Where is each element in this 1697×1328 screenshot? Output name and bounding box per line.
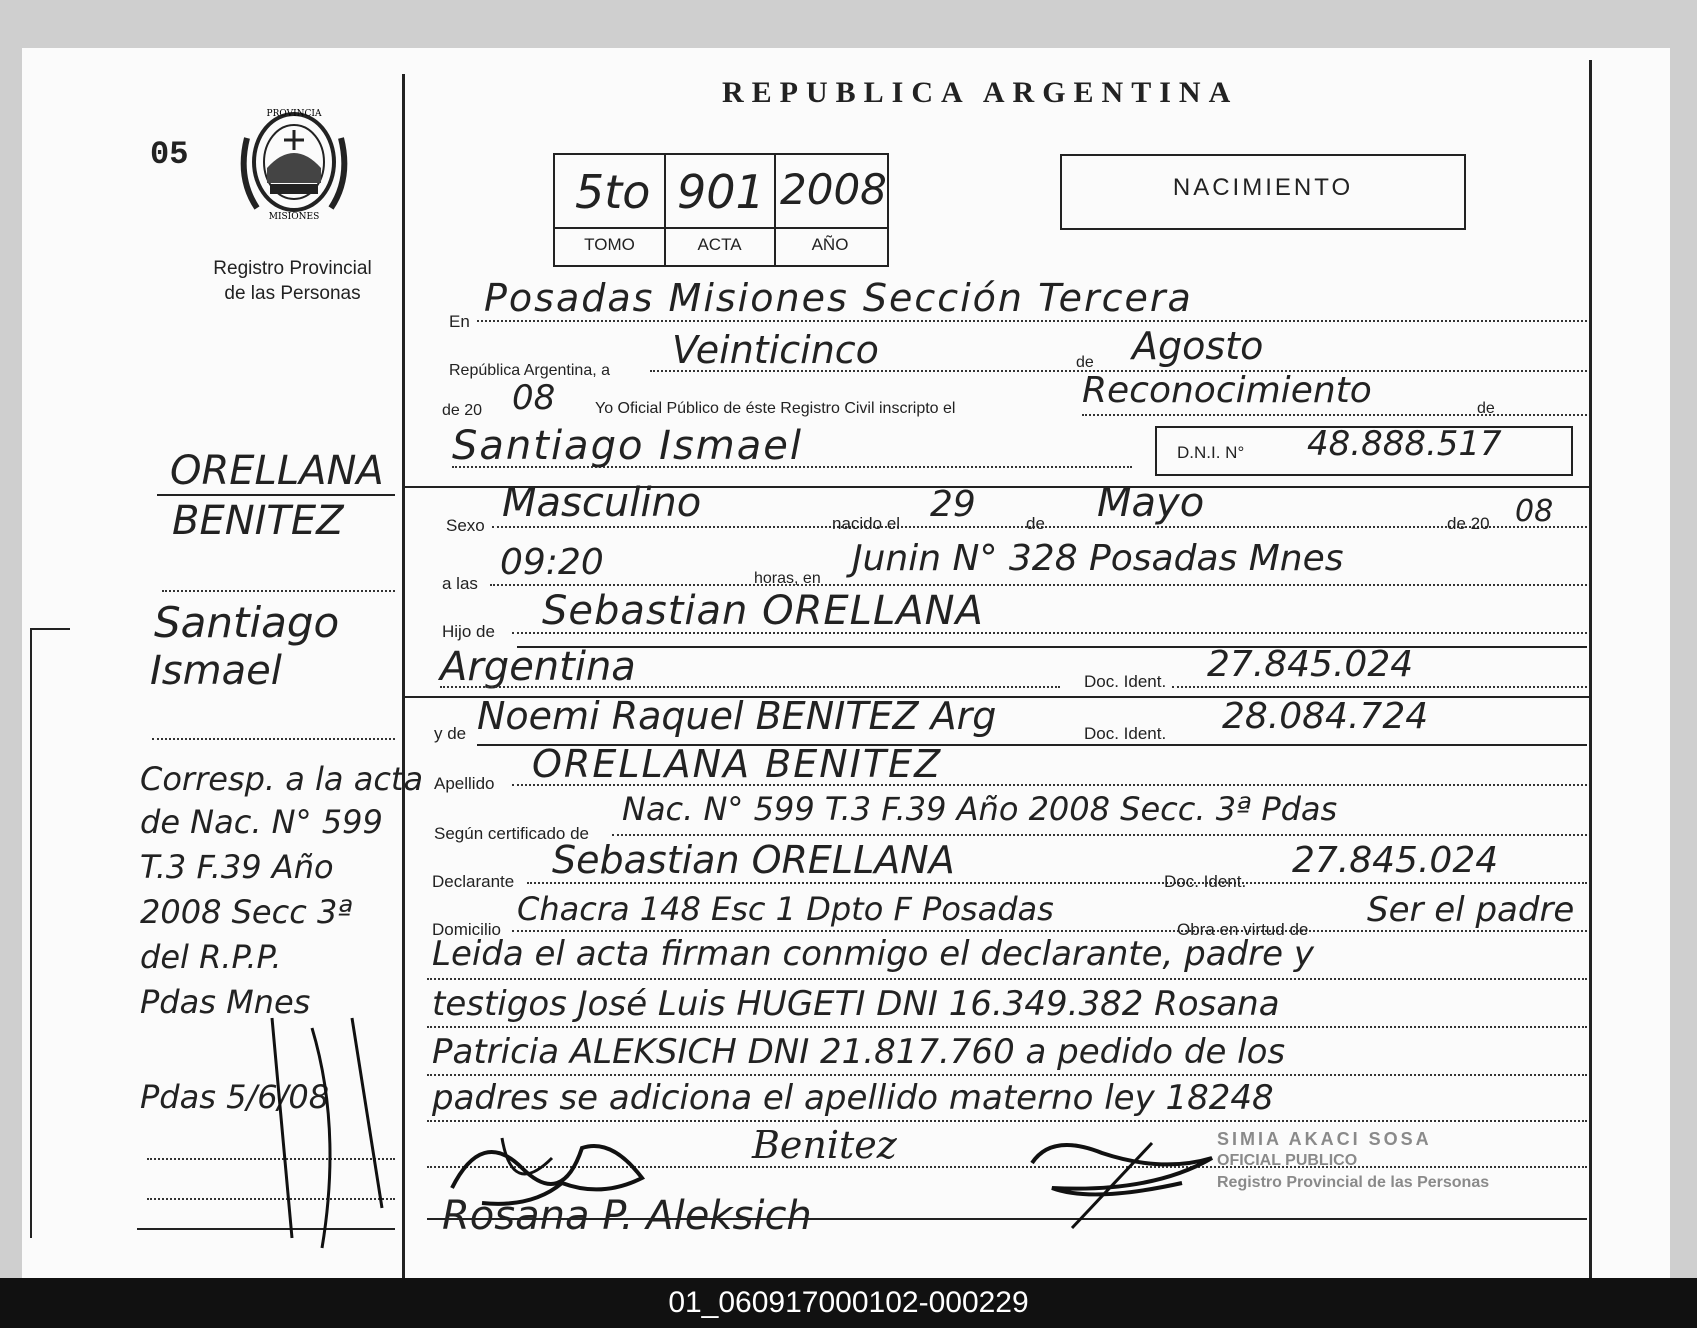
tomo-value: 5to [575,165,651,219]
cert-label: Según certificado de [434,824,589,843]
de-label: de [1076,354,1094,371]
domicilio-line [512,930,1587,932]
free-text-3: Patricia ALEKSICH DNI 21.817.760 a pedido de los [432,1032,1286,1072]
free-line [427,1074,1587,1076]
domicilio-label: Domicilio [432,920,501,939]
back-page-top [30,628,70,630]
time-value: 09:20 [500,542,604,583]
margin-note-5: del R.P.P. [140,938,282,976]
official-stamp [1217,1128,1489,1194]
margin-rule [157,494,395,496]
seal-text-top: PROVINCIA [266,109,322,119]
father-nat-line [440,686,1060,688]
margin-note-4: 2008 Secc 3ª [140,893,353,931]
father-doc-value: 27.845.024 [1207,644,1414,685]
declarante-doc-label: Doc. Ident. [1164,872,1247,891]
seal-text-bottom: MISIONES [268,212,320,222]
obra-value: Ser el padre [1367,890,1575,930]
oficial-label: Yo Oficial Público de éste Registro Civil inscripto el [595,400,956,417]
father-doc-label: Doc. Ident. [1084,672,1167,691]
main-right-border [1589,60,1592,1278]
main-left-border [402,74,405,1278]
margin-note-3: T.3 F.39 Año [140,848,334,886]
en-line [477,320,1587,322]
page-title: REPUBLICA ARGENTINA [722,76,1239,109]
stamp-line-2: OFICIAL PUBLICO [1217,1152,1358,1169]
margin-note-6: Pdas Mnes [140,983,311,1021]
place-value: Junin N° 328 Posadas Mnes [852,538,1344,579]
record-type-label: NACIMIENTO [1172,174,1354,201]
free-line [427,1026,1587,1028]
mother-value: Noemi Raquel BENITEZ Arg [477,694,997,738]
birth-day: 29 [930,484,976,525]
back-page-edge [30,628,32,1238]
stamp-line-1: SIMIA AKACI SOSA [1217,1129,1432,1149]
signature-margin [252,1008,392,1258]
provincial-seal [237,98,352,223]
free-text-4: padres se adiciona el apellido materno ley 18248 [432,1078,1274,1118]
declarante-line [527,882,1587,884]
birth-year: 08 [1515,494,1554,529]
alas-label: a las [442,574,478,593]
margin-date: Pdas 5/6/08 [140,1078,330,1116]
registry-line-2: de las Personas [224,283,361,304]
en-label: En [449,312,470,331]
birth-month: Mayo [1097,480,1205,526]
margin-surname-1: ORELLANA [170,448,384,494]
record-id-table [553,153,889,267]
footer-code: 01_060917000102-000229 [668,1286,1029,1319]
tomo-label: TOMO [584,235,635,254]
free-text-1: Leida el acta firman conmigo el declarante, padre y [432,934,1314,974]
signature-official [1012,1123,1232,1233]
domicilio-value: Chacra 148 Esc 1 Dpto F Posadas [517,890,1054,928]
time-line [490,584,1587,586]
acta-value: 901 [677,165,765,219]
cert-value: Nac. N° 599 T.3 F.39 Año 2008 Secc. 3ª Pdas [622,790,1338,828]
nacido-label: nacido el [832,514,901,533]
day-value: Veinticinco [672,328,879,372]
sexo-value: Masculino [502,480,702,526]
anio-label: AÑO [811,235,849,254]
signature-witness: Rosana P. Aleksich [442,1193,812,1239]
year-value: 08 [512,378,556,418]
record-type-box [1060,154,1466,230]
mother-doc-value: 28.084.724 [1222,696,1429,737]
cert-line [612,834,1587,836]
record-number-fragment: 05 [150,136,189,173]
dni-value: 48.888.517 [1307,424,1502,464]
father-nationality: Argentina [440,644,636,690]
de20-label: de 20 [1447,514,1490,533]
signature-benitez: Benitez [752,1123,897,1167]
margin-rule [162,590,395,592]
margin-name-1: Santiago [154,598,340,647]
free-line [427,978,1587,980]
inscription-value: Reconocimiento [1082,370,1372,411]
inscription-line [1082,414,1587,416]
mother-doc-label: Doc. Ident. [1084,724,1167,743]
declarante-label: Declarante [432,872,515,891]
margin-rule [152,738,395,740]
free-text-2: testigos José Luis HUGETI DNI 16.349.382 Rosana [432,984,1280,1024]
en-value: Posadas Misiones Sección Tercera [484,276,1193,320]
father-rule [517,646,1587,648]
margin-name-2: Ismael [150,648,282,694]
sexo-label: Sexo [446,516,485,535]
child-name: Santiago Ismael [452,423,803,469]
declarante-value: Sebastian ORELLANA [552,838,955,882]
anio-value: 2008 [780,165,887,214]
month-value: Agosto [1132,324,1264,368]
de-label-2: de [1477,400,1495,417]
acta-label: ACTA [697,235,742,254]
apellido-label: Apellido [434,774,495,793]
margin-note-2: de Nac. N° 599 [140,803,383,841]
horas-label: horas, en [754,570,821,587]
apellido-value: ORELLANA BENITEZ [532,742,943,786]
dni-label: D.N.I. N° [1177,443,1245,462]
year-prefix: de 20 [442,402,483,419]
de-label-3: de [1026,514,1045,533]
obra-label: Obra en virtud de [1177,920,1309,939]
dni-box [1155,426,1573,476]
yde-label: y de [434,724,467,743]
father-doc-line [1172,686,1587,688]
document-page [22,48,1670,1278]
margin-note-1: Corresp. a la acta [140,760,424,798]
registry-line-1: Registro Provincial [213,258,372,279]
hijo-label: Hijo de [442,622,495,641]
margin-surname-2: BENITEZ [172,498,344,544]
father-value: Sebastian ORELLANA [542,588,984,634]
stamp-line-3: Registro Provincial de las Personas [1217,1174,1490,1191]
declarante-doc-value: 27.845.024 [1292,840,1499,881]
rep-label: República Argentina, a [449,362,610,379]
scan-footer [0,1278,1697,1328]
